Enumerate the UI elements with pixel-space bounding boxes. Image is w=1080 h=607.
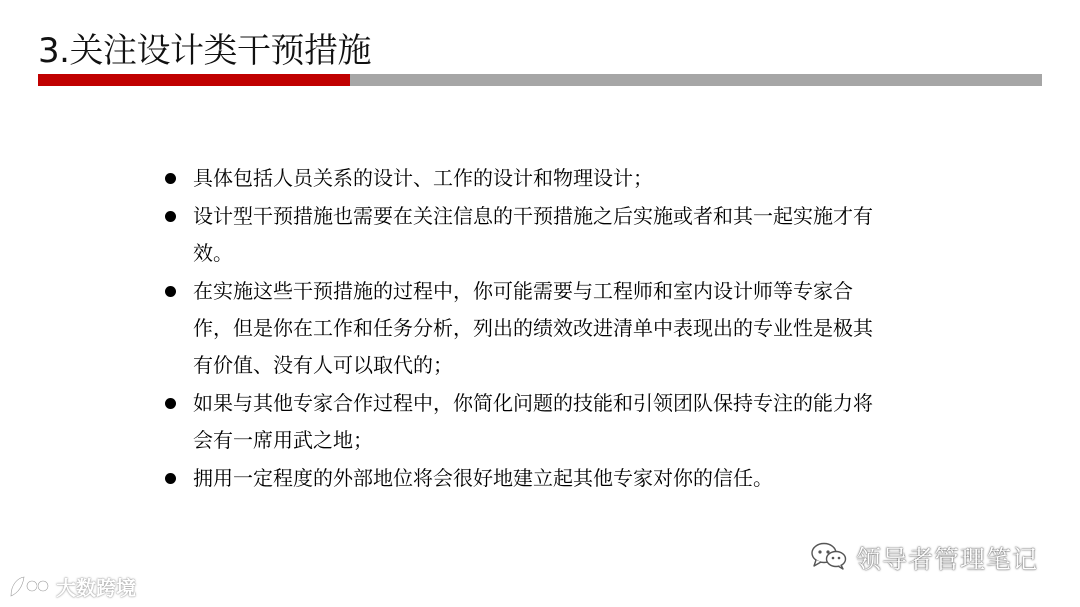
leaf-logo-icon — [8, 574, 50, 600]
watermark-left — [8, 572, 136, 601]
title-underline-bar — [38, 74, 1042, 86]
bullet-dot-icon — [165, 211, 176, 222]
slide-title: 3.关注设计类干预措施 — [38, 31, 371, 71]
wechat-icon — [810, 541, 848, 575]
bullet-dot-icon — [165, 286, 176, 297]
bullet-item — [162, 198, 892, 272]
watermark-left-text: 大数跨境 — [56, 576, 136, 600]
bullet-item — [162, 460, 892, 497]
title-underline-accent — [38, 74, 350, 86]
bullet-dot-icon — [165, 173, 176, 184]
bullet-item — [162, 273, 892, 384]
bullet-text: 设计型干预措施也需要在关注信息的干预措施之后实施或者和其一起实施才有效。 — [193, 204, 873, 265]
bullet-text: 具体包括人员关系的设计、工作的设计和物理设计； — [193, 166, 653, 190]
bullet-text: 如果与其他专家合作过程中，你简化问题的技能和引领团队保持专注的能力将会有一席用武之地； — [193, 391, 873, 452]
bullet-item — [162, 385, 892, 459]
watermark-right-text: 领导者管理笔记 — [856, 545, 1039, 574]
bullet-dot-icon — [165, 473, 176, 484]
bullet-item — [162, 160, 892, 197]
watermark-right — [810, 540, 1038, 576]
bullet-text: 拥用一定程度的外部地位将会很好地建立起其他专家对你的信任。 — [193, 466, 773, 490]
bullet-list — [162, 160, 892, 498]
bullet-dot-icon — [165, 398, 176, 409]
bullet-text: 在实施这些干预措施的过程中，你可能需要与工程师和室内设计师等专家合作，但是你在工作和任务分析，列出的绩效改进清单中表现出的专业性是极其有价值、没有人可以取代的； — [193, 279, 873, 377]
